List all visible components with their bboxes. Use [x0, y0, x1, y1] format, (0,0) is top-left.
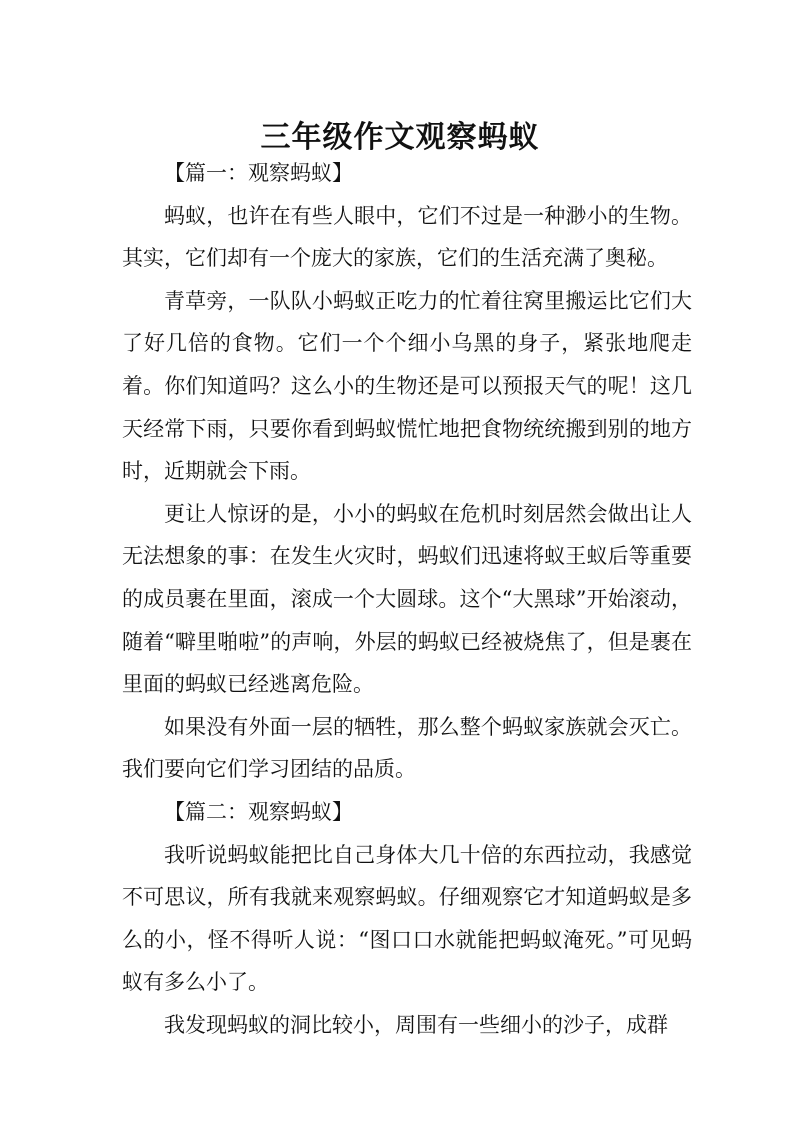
paragraph: 更让人惊讶的是，小小的蚂蚁在危机时刻居然会做出让人无法想象的事：在发生火灾时，蚂蚁们迅速将蚁王蚁后等重要的成员裹在里面，滚成一个大圆球。这个“大黑球”开始滚动，随着“噼里啪啦”的声响，外层的蚂蚁已经被烧焦了，但是裹在里面的蚂蚁已经逃离危险。 [122, 501, 692, 697]
paragraph: 如果没有外面一层的牺牲，那么整个蚂蚁家族就会灭亡。我们要向它们学习团结的品质。 [122, 714, 692, 782]
document-body [122, 152, 692, 1046]
paragraph: 蚂蚁，也许在有些人眼中，它们不过是一种渺小的生物。其实，它们却有一个庞大的家族，它们的生活充满了奥秘。 [122, 203, 692, 271]
paragraph: 我听说蚂蚁能把比自己身体大几十倍的东西拉动，我感觉不可思议，所有我就来观察蚂蚁。仔细观察它才知道蚂蚁是多么的小，怪不得听人说：“图口口水就能把蚂蚁淹死。”可见蚂蚁有多么小了。 [122, 842, 692, 995]
paragraph: 我发现蚂蚁的洞比较小，周围有一些细小的沙子，成群 [164, 1012, 668, 1037]
document-title: 三年级作文观察蚂蚁 [260, 120, 540, 156]
paragraph: 青草旁，一队队小蚂蚁正吃力的忙着往窝里搬运比它们大了好几倍的食物。它们一个个细小乌黑的身子，紧张地爬走着。你们知道吗？这么小的生物还是可以预报天气的呢！这几天经常下雨，只要你看到蚂蚁慌忙地把食物统统搬到别的地方时，近期就会下雨。 [122, 288, 692, 484]
section-heading-2: 【篇二：观察蚂蚁】 [164, 799, 353, 824]
section-heading-1: 【篇一：观察蚂蚁】 [164, 161, 353, 185]
